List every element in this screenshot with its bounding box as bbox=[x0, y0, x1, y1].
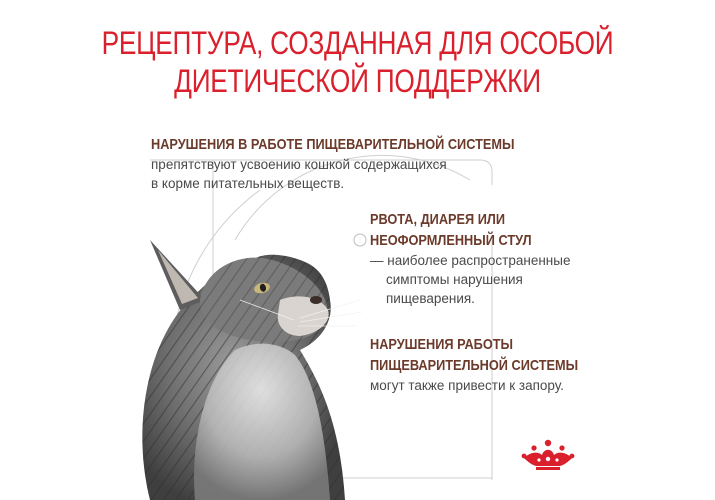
block-text-line: могут также привести к запору. bbox=[370, 378, 564, 393]
info-block-constipation bbox=[370, 334, 615, 395]
cat-figure bbox=[142, 240, 362, 500]
block-heading: ПИЩЕВАРИТЕЛЬНОЙ СИСТЕМЫ bbox=[370, 357, 579, 374]
block-text-line: симптомы нарушения bbox=[386, 272, 523, 287]
block-text-line: — наиболее распространенные bbox=[370, 253, 571, 268]
info-block-digestive bbox=[151, 134, 579, 193]
block-text-line: в корме питательных веществ. bbox=[151, 176, 345, 191]
title-line-1: РЕЦЕПТУРА, СОЗДАННАЯ ДЛЯ ОСОБОЙ bbox=[101, 25, 614, 61]
info-block-symptoms bbox=[370, 209, 570, 308]
title-line-2: ДИЕТИЧЕСКОЙ ПОДДЕРЖКИ bbox=[174, 63, 541, 99]
block-text-line: препятствуют усвоению кошкой содержащихся bbox=[151, 157, 447, 172]
page-title bbox=[64, 24, 650, 100]
block-heading: РВОТА, ДИАРЕЯ ИЛИ bbox=[370, 211, 506, 228]
block-text-line: пищеварения. bbox=[386, 291, 475, 306]
royal-crown-logo-icon bbox=[520, 438, 576, 472]
block-heading: НЕОФОРМЛЕННЫЙ СТУЛ bbox=[370, 232, 532, 249]
block-heading: НАРУШЕНИЯ РАБОТЫ bbox=[370, 336, 514, 353]
block-heading: НАРУШЕНИЯ В РАБОТЕ ПИЩЕВАРИТЕЛЬНОЙ СИСТЕМЫ bbox=[151, 136, 515, 153]
